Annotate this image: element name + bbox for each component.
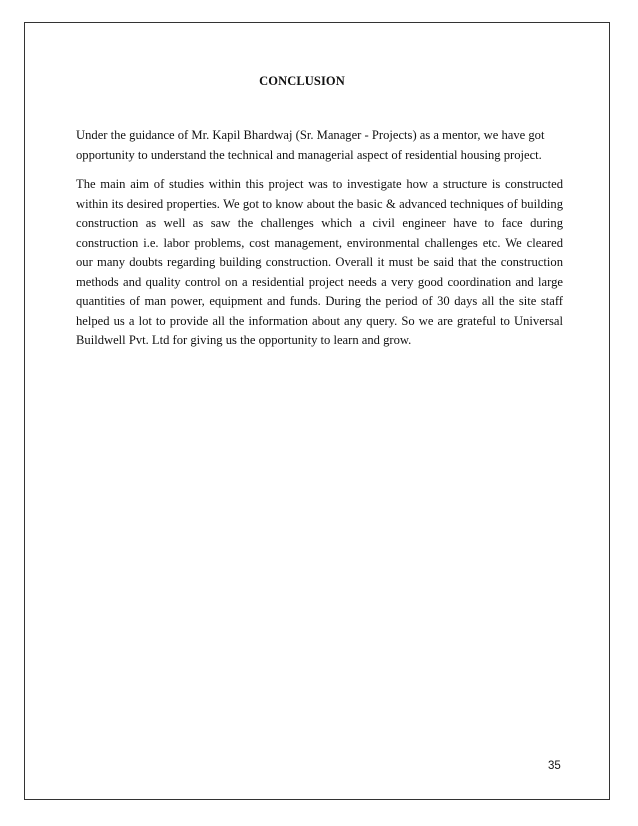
page-number: 35: [548, 760, 561, 772]
body-paragraph: The main aim of studies within this project was to investigate how a structure is constructed within its desired properties. We got to know about the basic & advanced techniques of building construction as well as saw the challenges which a civil engineer have to face during construction i.e. labor problems, cost management, environmental challenges etc. We cleared our many doubts regarding building construction. Overall it must be said that the construction methods and quality control on a residential project needs a very good coordination and large quantities of man power, equipment and funds. During the period of 30 days all the site staff helped us a lot to provide all the information about any query. So we are grateful to Universal Buildwell Pvt. Ltd for giving us the opportunity to learn and grow.: [76, 177, 563, 347]
intro-paragraph: Under the guidance of Mr. Kapil Bhardwaj (Sr. Manager - Projects) as a mentor, we have got opportunity to understand the technical and managerial aspect of residential housing project.: [76, 128, 545, 162]
page-title: CONCLUSION: [259, 74, 345, 88]
